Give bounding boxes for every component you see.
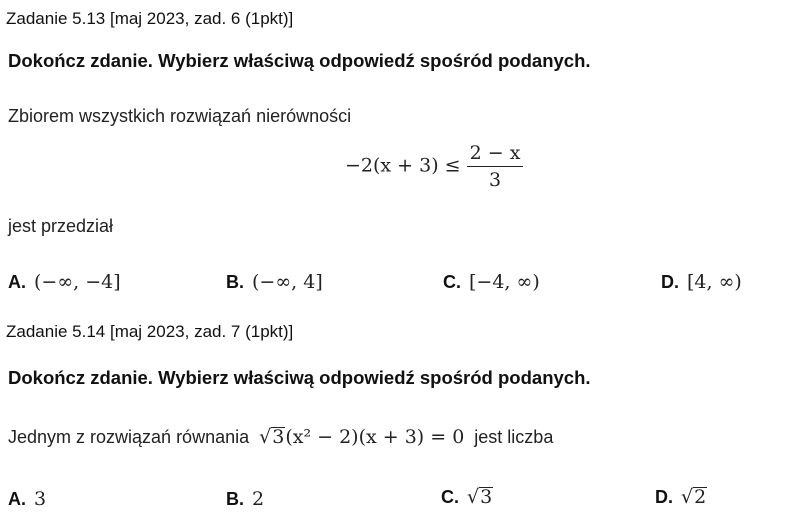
option-letter: A. [8,272,26,292]
answer-option-c [443,271,540,293]
option-value: (−∞, −4] [34,271,121,293]
option-value: 3 [34,488,47,510]
answer-option-c [441,486,493,508]
option-value: [4, ∞) [687,271,742,293]
sqrt-symbol: √2 [681,486,707,508]
equation-formula [259,426,464,448]
answer-option-a [8,488,46,510]
option-letter: C. [441,487,459,507]
task-instruction: Dokończ zdanie. Wybierz właściwą odpowiedź spośród podanych. [8,50,591,71]
option-letter: B. [226,489,244,509]
inequality-fraction [467,142,524,191]
answer-option-d [661,271,742,293]
sqrt-radicand: 3 [272,426,285,448]
answer-option-b [226,271,323,293]
answer-option-a [8,271,121,293]
fraction-numerator: 2 − x [467,142,524,167]
equation-line [8,426,553,448]
task-header: Zadanie 5.14 [maj 2023, zad. 7 (1pkt)] [6,322,294,341]
option-value [681,486,707,508]
task-tail-text: jest liczba [474,427,554,447]
task-header: Zadanie 5.13 [maj 2023, zad. 6 (1pkt)] [6,9,294,28]
sqrt-symbol: √3 [259,426,285,448]
sqrt-radicand: 3 [480,486,493,508]
sqrt-symbol: √3 [467,486,493,508]
option-value [467,486,493,508]
option-letter: B. [226,272,244,292]
inequality-formula [345,142,523,191]
option-value: (−∞, 4] [252,271,323,293]
task-instruction: Dokończ zdanie. Wybierz właściwą odpowiedź spośród podanych. [8,367,591,388]
task-lead-text: Zbiorem wszystkich rozwiązań nierówności [8,106,352,126]
fraction-denominator: 3 [489,169,502,191]
sqrt-radicand: 2 [694,486,707,508]
equation-body: (x² − 2)(x + 3) = 0 [285,426,465,448]
task-tail-text: jest przedział [8,216,114,236]
option-letter: C. [443,272,461,292]
inequality-lhs: −2(x + 3) ≤ [345,154,461,177]
answer-option-b [226,488,264,510]
option-letter: D. [661,272,679,292]
answer-option-d [655,486,707,508]
option-letter: A. [8,489,26,509]
option-value: 2 [252,488,265,510]
task-lead-text: Jednym z rozwiązań równania [8,427,250,447]
option-letter: D. [655,487,673,507]
option-value: [−4, ∞) [469,271,540,293]
